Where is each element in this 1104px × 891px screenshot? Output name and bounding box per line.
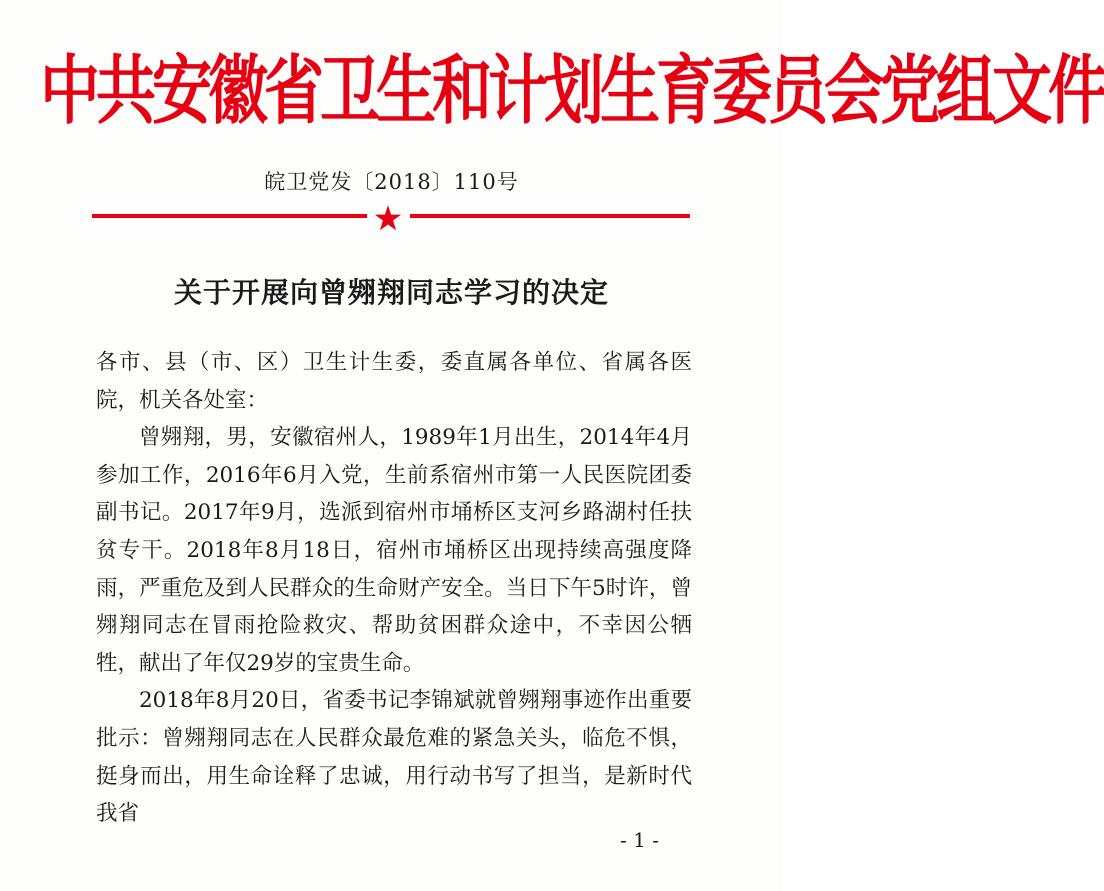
org-header-title: 中共安徽省卫生和计划生育委员会党组文件 — [40, 47, 1104, 135]
document-body — [96, 344, 692, 833]
page-number: - 1 - — [620, 828, 659, 852]
red-divider-right — [410, 214, 690, 218]
document-number: 皖卫党发〔2018〕110号 — [264, 170, 519, 194]
body-paragraph: 曾翙翔，男，安徽宿州人，1989年1月出生，2014年4月参加工作，2016年6月入党，生前系宿州市第一人民医院团委副书记。2017年9月，选派到宿州市埇桥区支河乡路湖村任扶贫专干。2018年8月18日，宿州市埇桥区出现持续高强度降雨，严重危及到人民群众的生命财产安全。当日下午5时许，曾翙翔同志在冒雨抢险救灾、帮助贫困群众途中，不幸因公牺牲，献出了年仅29岁的宝贵生命。 — [96, 425, 692, 676]
document-title: 关于开展向曾翙翔同志学习的决定 — [173, 276, 609, 309]
red-divider-left — [92, 214, 367, 218]
star-icon — [374, 204, 402, 232]
addressee: 各市、县（市、区）卫生计生委，委直属各单位、省属各医院，机关各处室： — [96, 350, 692, 413]
body-paragraph: 2018年8月20日，省委书记李锦斌就曾翙翔事迹作出重要批示：曾翙翔同志在人民群众最危难的紧急关头，临危不惧，挺身而出，用生命诠释了忠诚，用行动书写了担当，是新时代我省 — [96, 688, 692, 827]
